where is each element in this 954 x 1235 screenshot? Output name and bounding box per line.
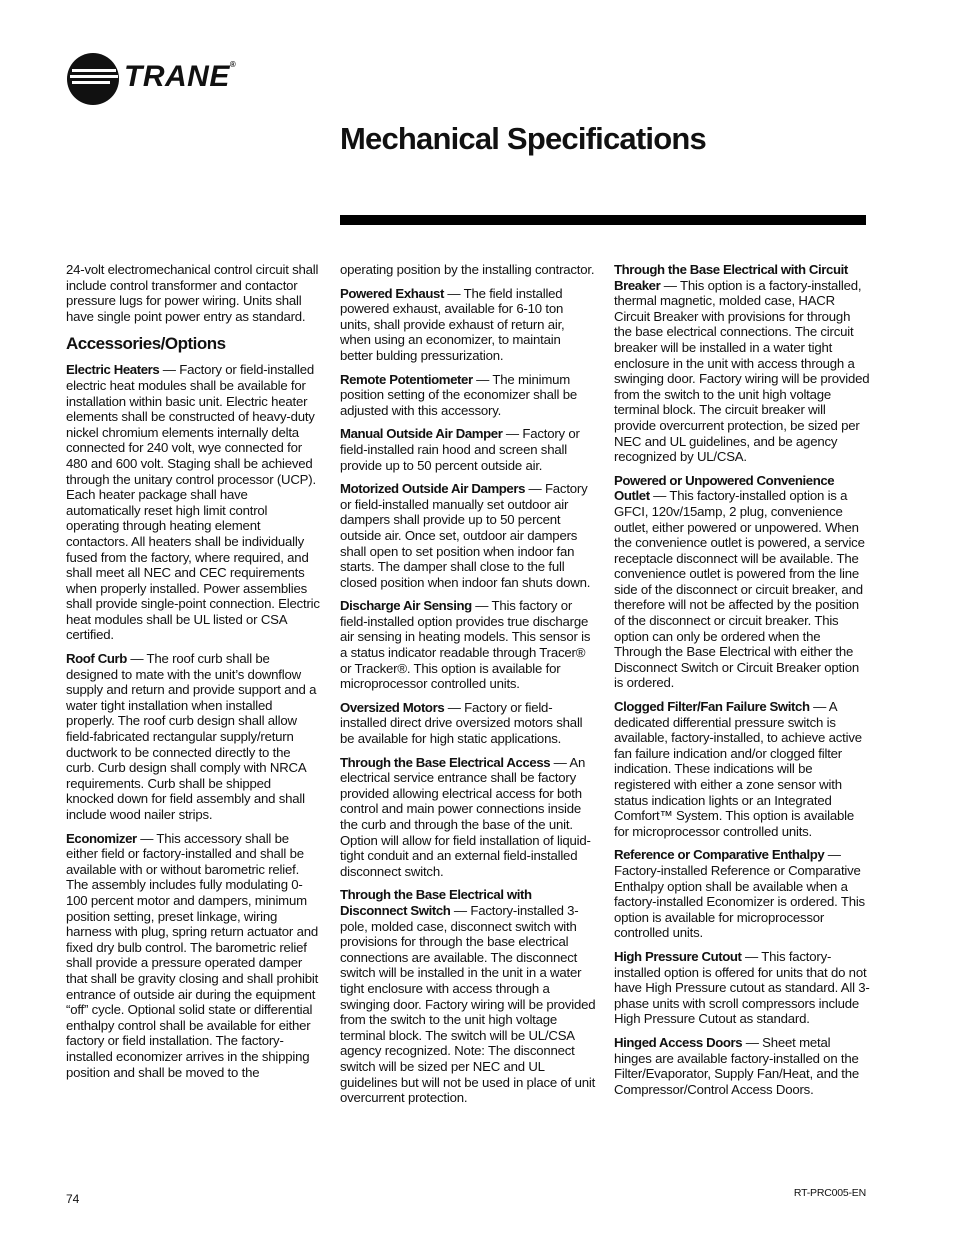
spec-item — [614, 473, 870, 691]
trane-logo — [66, 52, 246, 108]
trane-wordmark: TRANE® — [124, 60, 237, 93]
column-3 — [614, 262, 870, 1105]
spec-item — [66, 831, 322, 1081]
spec-item — [340, 598, 596, 692]
spec-text: — This option is a factory-installed, thermal magnetic, molded case, HACR Circuit Breaker with provisions for through the base electrical connections. The circuit breaker will be installed in a water tight enclosure in the unit with access through a swinging door. Factory wiring will be provided from the switch to the unit high voltage terminal block. The circuit breaker will provide overcurrent protection, be sized per NEC and UL guidelines, and be agency recognized by UL/CSA. — [614, 277, 870, 465]
spec-item — [340, 887, 596, 1105]
spec-item — [614, 262, 870, 465]
spec-term: High Pressure Cutout — [614, 948, 742, 964]
spec-item — [340, 372, 596, 419]
spec-text: — The roof curb shall be designed to mate with the unit’s downflow supply and return and provide support and a water tight installation when installed properly. The roof curb design shall allow field-fabricated rectangular supply/return ductwork to be connected directly to the curb. Curb design shall comply with NRCA requirements. Curb shall be shipped knocked down for field assembly and shall include wood nailer strips. — [66, 651, 317, 822]
spec-item — [614, 1035, 870, 1097]
spec-item — [340, 426, 596, 473]
spec-term: Remote Potentiometer — [340, 371, 473, 387]
spec-term: Discharge Air Sensing — [340, 598, 472, 614]
spec-term: Economizer — [66, 830, 137, 846]
spec-item — [66, 362, 322, 643]
spec-item — [614, 699, 870, 839]
spec-text: — Factory or field-installed direct drive oversized motors shall be available for high static applications. — [340, 699, 583, 747]
spec-item — [340, 286, 596, 364]
spec-term: Through the Base Electrical Access — [340, 754, 551, 770]
spec-term: Motorized Outside Air Dampers — [340, 481, 526, 497]
spec-text: — The minimum position setting of the economizer shall be adjusted with this accessory. — [340, 371, 577, 418]
spec-text: — This factory-installed option is a GFCI, 120v/15amp, 2 plug, convenience outlet, either powered or unpowered. When the convenience outlet is powered, a service receptacle disconnect will be available. The convenience outlet is powered from the line side of the disconnect or circuit breaker, and therefore will not be affected by the position of the disconnect or circuit breaker. This option can only be ordered when the Through the Base Electrical with either the Disconnect Switch or Circuit Breaker option is ordered. — [614, 488, 865, 691]
spec-item — [614, 949, 870, 1027]
continuation-paragraph: operating position by the installing contractor. — [340, 262, 595, 277]
section-heading: Accessories/Options — [66, 334, 226, 354]
document-code: RT-PRC005-EN — [793, 1187, 866, 1199]
spec-text: — This accessory shall be either field or factory-installed and shall be available with or without barometric relief. The assembly includes fully modulating 0-100 percent motor and dampers, minimum position setting, preset linkage, wiring harness with plug, spring return actuator and fixed dry bulb control. The barometric relief shall provide a pressure operated damper that shall be gravity closing and shall prohibit entrance of outside air during the equipment “off” cycle. Optional solid state or differential enthalpy control shall be available for either factory or field installation. The factory-installed economizer arrives in the shipping position and shall be moved to the — [66, 830, 319, 1080]
spec-text: — Factory or field-installed manually set outdoor air dampers shall provide up to 50 percent outside air. Once set, outdoor air dampers shall open to set position when indoor fan starts. The damper shall close to the full closed position when indoor fan shuts down. — [340, 481, 591, 590]
spec-item — [66, 651, 322, 823]
spec-term: Manual Outside Air Damper — [340, 426, 503, 442]
spec-term: Clogged Filter/Fan Failure Switch — [614, 699, 810, 715]
spec-text: — Factory or field-installed rain hood and screen shall provide up to 50 percent outside air. — [340, 426, 580, 473]
spec-text: — The field installed powered exhaust, available for 6-10 ton units, shall provide exhaust of return air, when using an economizer, to maintain better bulding pressurization. — [340, 285, 565, 363]
spec-term: Powered Exhaust — [340, 285, 444, 301]
column-1 — [66, 262, 322, 1088]
spec-term: Reference or Comparative Enthalpy — [614, 847, 825, 863]
spec-term: Powered or Unpowered Convenience Outlet — [614, 472, 835, 504]
spec-item — [340, 700, 596, 747]
title-rule — [340, 215, 866, 225]
spec-text: — This factory or field-installed option provides true discharge air sensing in heating models. This sensor is a status indicator readable through Tracer® or Tracker®. This option is available for microprocessor controlled units. — [340, 598, 591, 692]
page-title: Mechanical Specifications — [340, 121, 706, 156]
spec-text: — A dedicated differential pressure switch is available, factory-installed, to achieve active fan failure indication and/or clogged filter indication. These indications will be registered with either a zone sensor with status indication lights or an Integrated Comfort™ System. This option is available for microprocessor controlled units. — [614, 699, 862, 839]
trane-logo-emblem — [66, 52, 120, 106]
spec-text: — Sheet metal hinges are available factory-installed on the Filter/Evaporator, Supply Fan/Heat, and the Compressor/Control Access Doors. — [614, 1034, 860, 1097]
column-2 — [340, 262, 596, 1114]
spec-text: — Factory or field-installed electric heat modules shall be available for installation within basic unit. Electric heater elements shall be constructed of heavy-duty nickel chromium elements internally delta connected for 240 volt, wye connected for 480 and 600 volt. Staging shall be achieved through the unitary control processor (UCP). Each heater package shall have automatically reset high limit control operating through heating element contactors. All heaters shall be individually fused from the factory, where required, and shall meet all NEC and CEC requirements when properly installed. Power assemblies shall provide single-point connection. Electric heat modules shall be UL listed or CSA certified. — [66, 362, 320, 643]
spec-term: Through the Base Electrical with Circuit Breaker — [614, 262, 848, 293]
spec-item — [340, 755, 596, 880]
spec-text: — Factory-installed 3-pole, molded case, disconnect switch with provisions for through the base electrical connections are available. The disconnect switch will be installed in the unit in a water tight enclosure with access through a swinging door. Factory wiring will be provided from the switch to the unit high voltage terminal block. The switch will be UL/CSA agency recognized. Note: The disconnect switch will be sized per NEC and UL guidelines but will not be used in place of unit overcurrent protection. — [340, 902, 596, 1106]
spec-item — [340, 481, 596, 590]
spec-term: Oversized Motors — [340, 699, 445, 715]
page-number: 74 — [66, 1192, 80, 1206]
spec-term: Roof Curb — [66, 651, 127, 667]
spec-term: Electric Heaters — [66, 362, 160, 378]
intro-paragraph: 24-volt electromechanical control circuit shall include control transformer and contactor pressure lugs for power wiring. Units shall have single point power entry as standard. — [66, 262, 319, 324]
spec-text: — An electrical service entrance shall be factory provided allowing electrical access for both control and main power connections inside the curb and through the base of the unit. Option will allow for field installation of liquid-tight conduit and an external field-installed disconnect switch. — [340, 754, 591, 879]
spec-term: Hinged Access Doors — [614, 1034, 743, 1050]
spec-item — [614, 847, 870, 941]
spec-term: Through the Base Electrical with Disconnect Switch — [340, 887, 532, 918]
spec-text: — This factory-installed option is offered for units that do not have High Pressure cutout as standard. All 3-phase units with scroll compressors include High Pressure Cutout as standard. — [614, 948, 870, 1027]
spec-text: — Factory-installed Reference or Comparative Enthalpy option shall be available when a factory-installed Economizer is ordered. This option is available for microprocessor controlled units. — [614, 847, 865, 941]
